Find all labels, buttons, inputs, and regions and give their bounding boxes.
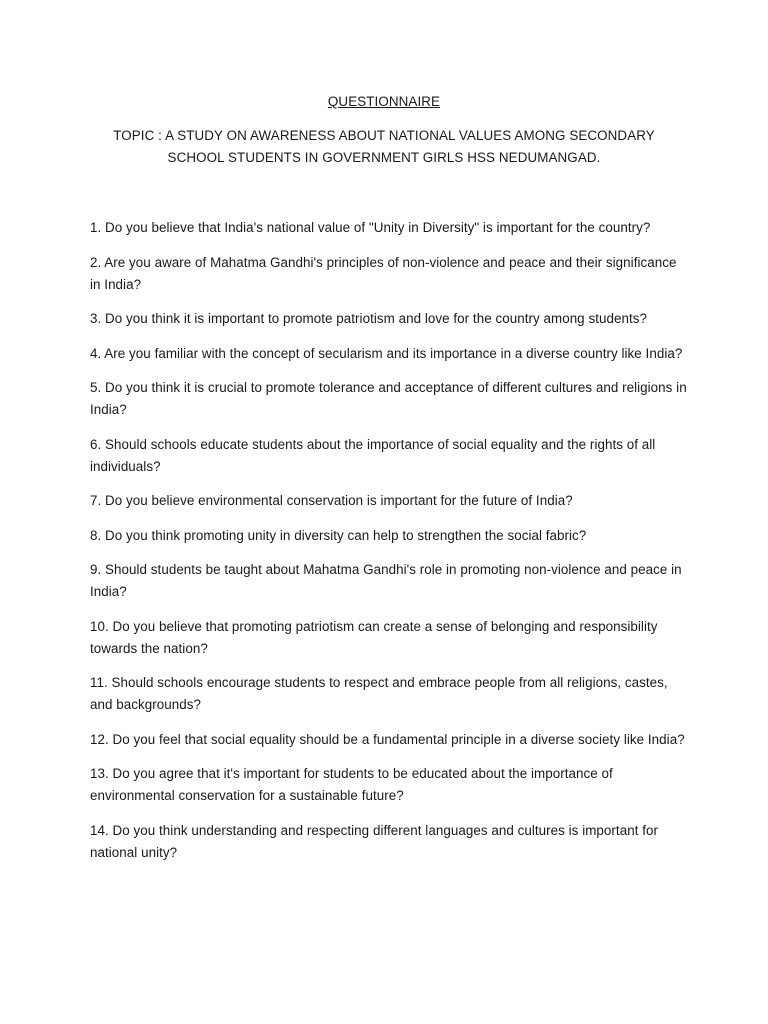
question-item: 14. Do you think understanding and respecting different languages and cultures is important for national unity?: [90, 822, 659, 860]
question-item: 1. Do you believe that India's national value of "Unity in Diversity" is important for the country?: [90, 220, 651, 235]
question-item: 9. Should students be taught about Mahatma Gandhi's role in promoting non-violence and peace in India?: [90, 562, 682, 599]
question-item: 10. Do you believe that promoting patriotism can create a sense of belonging and responsibility towards the nation?: [90, 618, 658, 656]
question-item: 4. Are you familiar with the concept of secularism and its importance in a diverse country like India?: [90, 345, 683, 361]
question-item: 3. Do you think it is important to promote patriotism and love for the country among students?: [90, 311, 647, 326]
question-item: 8. Do you think promoting unity in diversity can help to strengthen the social fabric?: [90, 527, 587, 543]
document-title: QUESTIONNAIRE: [327, 94, 441, 109]
question-item: 13. Do you agree that it's important for students to be educated about the importance of environmental conservation for a sustainable future?: [90, 766, 613, 803]
question-item: 7. Do you believe environmental conservation is important for the future of India?: [90, 493, 573, 508]
question-item: 12. Do you feel that social equality should be a fundamental principle in a diverse society like India?: [90, 731, 685, 747]
question-list: [90, 217, 688, 876]
document-topic: TOPIC : A STUDY ON AWARENESS ABOUT NATIONAL VALUES AMONG SECONDARY SCHOOL STUDENTS IN GOVERNMENT GIRLS HSS NEDUMANGAD.: [113, 128, 655, 165]
question-item: 11. Should schools encourage students to respect and embrace people from all religions, castes, and backgrounds?: [90, 675, 668, 712]
question-item: 6. Should schools educate students about the importance of social equality and the rights of all individuals?: [90, 436, 656, 474]
question-item: 5. Do you think it is crucial to promote tolerance and acceptance of different cultures and religions in India?: [90, 380, 687, 417]
question-item: 2. Are you aware of Mahatma Gandhi's principles of non-violence and peace and their significance in India?: [90, 254, 677, 292]
